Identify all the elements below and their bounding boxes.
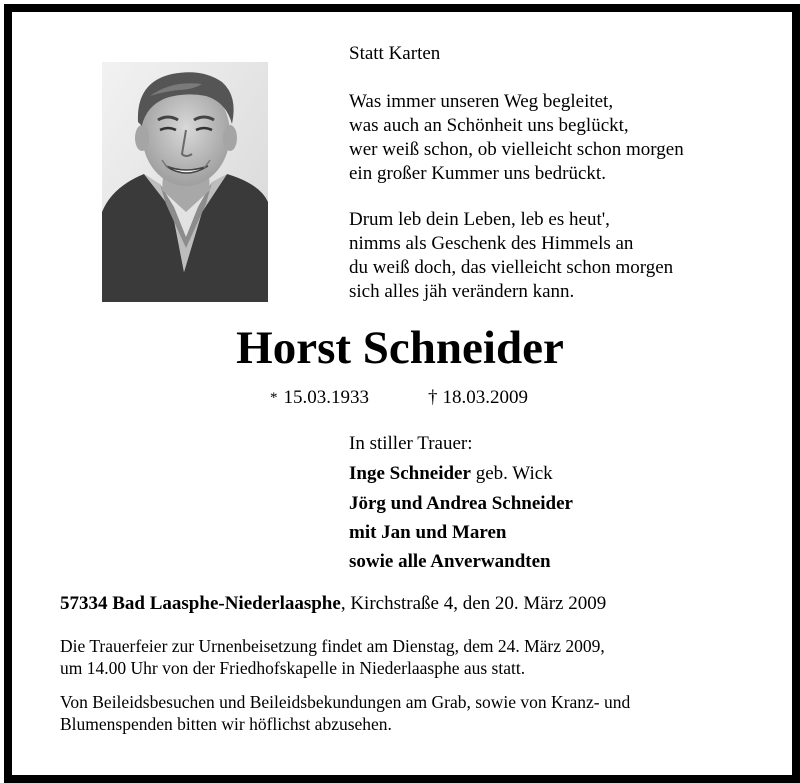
mourner-line: Jörg und Andrea Schneider: [349, 493, 573, 514]
poem-line: du weiß doch, das vielleicht schon morgen: [349, 257, 674, 278]
location-line: [60, 592, 606, 616]
poem-line: wer weiß schon, ob vielleicht schon morgen: [349, 139, 684, 160]
mourner-line: sowie alle Anverwandten: [349, 551, 551, 572]
notice-line: Die Trauerfeier zur Urnenbeisetzung findet am Dienstag, dem 24. März 2009,: [60, 636, 605, 656]
location-address-date: , Kirchstraße 4, den 20. März 2009: [340, 593, 607, 614]
location-place: 57334 Bad Laasphe-Niederlaasphe: [60, 593, 341, 614]
death-date: [428, 386, 528, 410]
mourner-line: mit Jan und Maren: [349, 522, 507, 543]
poem-line: nimms als Geschenk des Himmels an: [349, 233, 634, 254]
poem-line: was auch an Schönheit uns beglückt,: [349, 115, 629, 136]
notice-line: um 14.00 Uhr von der Friedhofskapelle in Niederlaasphe aus statt.: [60, 658, 526, 678]
mourner-line: [349, 462, 553, 486]
birth-date-value: 15.03.1933: [283, 387, 369, 408]
notice-line: Von Beileidsbesuchen und Beileidsbekundungen am Grab, sowie von Kranz- und: [60, 692, 631, 712]
poem-line: Drum leb dein Leben, leb es heut',: [349, 209, 610, 230]
birth-symbol: *: [270, 390, 278, 406]
mourner-maiden-name: geb. Wick: [470, 463, 553, 484]
death-symbol: †: [428, 387, 438, 408]
poem-line: sich alles jäh verändern kann.: [349, 281, 575, 302]
birth-date: [270, 386, 369, 411]
poem-line: ein großer Kummer uns bedrückt.: [349, 163, 606, 184]
death-date-value: 18.03.2009: [442, 387, 528, 408]
poem-line: Was immer unseren Weg begleitet,: [349, 91, 614, 112]
mourners-heading: In stiller Trauer:: [349, 433, 473, 454]
mourner-name: Inge Schneider: [349, 463, 471, 484]
deceased-name: Horst Schneider: [236, 322, 564, 374]
notice-line: Blumenspenden bitten wir höflichst abzusehen.: [60, 714, 392, 734]
portrait-photo: [102, 62, 268, 302]
intro-text: Statt Karten: [349, 43, 441, 64]
